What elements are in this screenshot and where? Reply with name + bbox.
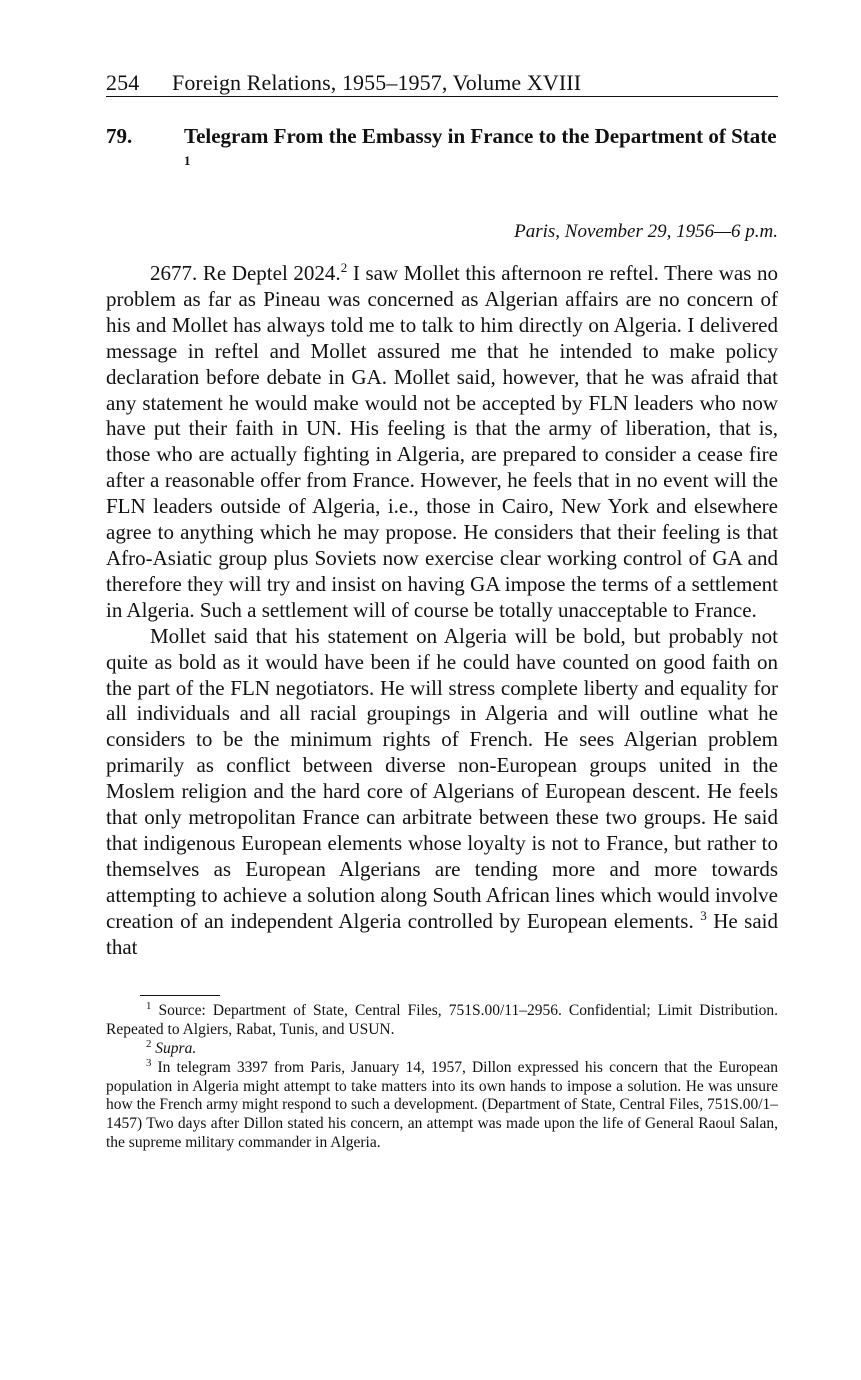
footnote-text: Supra. (151, 1040, 197, 1058)
footnote-1 (106, 1002, 778, 1040)
telegram-body (106, 261, 778, 960)
footnote-mark: 2 (146, 1037, 152, 1050)
running-head (106, 70, 778, 97)
paragraph-2 (106, 624, 778, 961)
footnote-text: In telegram 3397 from Paris, January 14, 1957, Dillon expressed his concern that the European population in Algeria might attempt to take matters into its own hands to impose a solution. He was unsure how the French army might respond to such a development. (Department of State, Central Files, 751S.00/1–1457) Two days after Dillon stated his concern, an attempt was made upon the life of General Raoul Salan, the supreme military commander in Algeria. (106, 1058, 778, 1152)
footnote-ref-2[interactable]: 2 (340, 260, 348, 275)
footnote-mark: 1 (146, 1000, 152, 1013)
paragraph-2-tail: He said that (106, 908, 778, 959)
paragraph-1-text: I saw Mollet this afternoon re reftel. There was no problem as far as Pineau was concerned as Algerian affairs are no concern of his and Mollet has always told me to talk to him directly on Algeria. I delivered message in reftel and Mollet assured me that he intended to make policy declaration before debate in GA. Mollet said, however, that he was afraid that any statement he would make would not be accepted by FLN leaders who now have put their faith in UN. His feeling is that the army of liberation, that is, those who are actually fighting in Algeria, are prepared to consider a cease fire after a reasonable offer from France. However, he feels that in no event will the FLN leaders outside of Algeria, i.e., those in Cairo, New York and elsewhere agree to anything which he may propose. He considers that their feeling is that Afro-Asiatic group plus Soviets now exercise clear working control of GA and therefore they will try and insist on having GA impose the terms of a settlement in Algeria. Such a settlement will of course be totally unacceptable to France. (106, 261, 778, 622)
footnotes (106, 1002, 778, 1152)
document-title (184, 121, 778, 181)
paragraph-1-lead: 2677. Re Deptel 2024. (150, 261, 341, 285)
page (106, 70, 778, 1153)
footnote-2 (106, 1037, 778, 1059)
footnote-ref-3[interactable]: 3 (700, 907, 707, 923)
footnote-text: Source: Department of State, Central Files, 751S.00/11–2956. Confidential; Limit Distribution. Repeated to Algiers, Rabat, Tunis, and USUN. (106, 1002, 778, 1039)
page-number: 254 (106, 70, 140, 95)
paragraph-2-text: Mollet said that his statement on Algeria will be bold, but probably not quite as bold as it would have been if he could have counted on good faith on the part of the FLN negotiators. He will stress complete liberty and equality for all individuals and all racial groupings in Algeria and will outline what he considers to be the minimum rights of French. He sees Algerian problem primarily as conflict between diverse non-European groups united in the Moslem religion and the hard core of Algerians of European descent. He feels that only metropolitan France can arbitrate between these two groups. He said that indigenous European elements whose loyalty is not to France, but rather to themselves as European Algerians are tending more and more towards attempting to achieve a solution along South African lines which would involve creation of an independent Algeria controlled by European elements. (106, 623, 778, 933)
document-heading (106, 121, 778, 181)
paragraph-1 (106, 261, 778, 624)
dateline: Paris, November 29, 1956—6 p.m. (514, 221, 778, 242)
document-number: 79. (106, 124, 133, 148)
footnote-3 (106, 1056, 778, 1153)
document-title-text: Telegram From the Embassy in France to the Department of State (184, 124, 777, 148)
footnote-mark: 3 (146, 1056, 152, 1069)
title-footnote-ref[interactable]: 1 (184, 153, 191, 168)
running-head-title: Foreign Relations, 1955–1957, Volume XVIII (172, 70, 582, 95)
footnote-divider (140, 995, 220, 996)
